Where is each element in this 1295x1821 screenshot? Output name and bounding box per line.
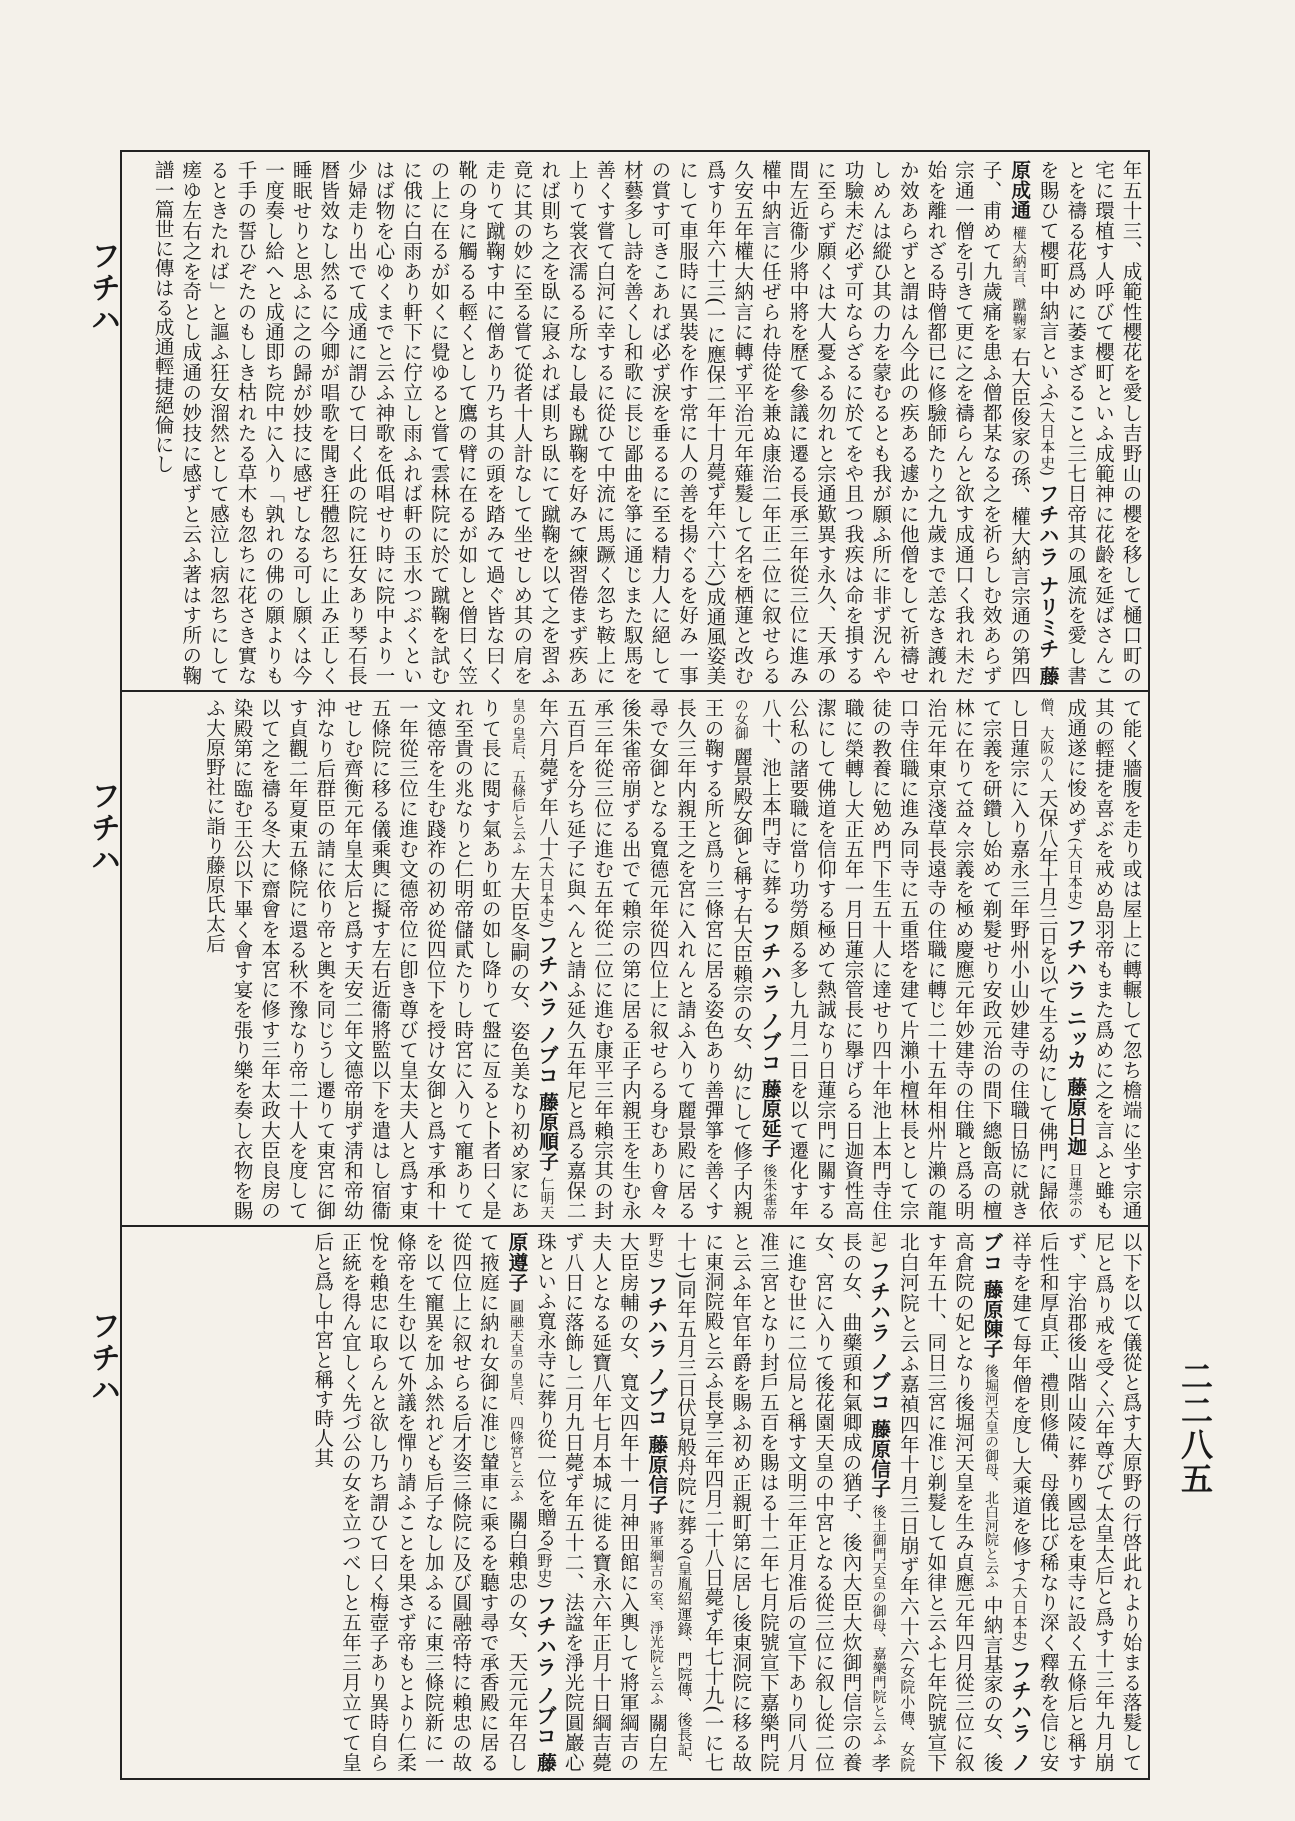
page-number: 二二八五 <box>1176 1360 1214 1496</box>
entry-source: (大日本史) <box>1038 401 1057 476</box>
tier-divider-lower <box>120 1225 1150 1227</box>
entry-name: 藤原信子 <box>867 1418 891 1498</box>
entry-heading: フチハラ ノブコ <box>979 1232 1032 1772</box>
running-head-upper: フチハ <box>85 240 120 336</box>
entry-note: 權大納言、蹴鞠家 <box>1010 226 1027 341</box>
entry-text: 關白左大臣房輔の女、寬文四年十一月神田館に入輿して將軍綱吉の夫人となる延寶八年七月本城に徙る寶永六年正月十日綱吉薨ず八日に落飾し二月九日薨ず年五十二、法諡を淨光院圓巖心珠といふ寬永寺に葬り從一位を贈る <box>533 1232 668 1772</box>
entry-source: (野史) <box>535 1546 554 1589</box>
tier-lower <box>126 1232 1144 1772</box>
entry-name: 藤原順子 <box>535 1092 559 1172</box>
entry-fujiwara-nikka <box>758 698 1087 1220</box>
running-head-lower: フチハ <box>85 1310 120 1406</box>
entry-text: 關白賴忠の女、天元元年召して掖庭に納れ女御に准じ輦車に乘るを聽す尋で承香殿に居る從四位上に叙せらる后才姿三條院に及び圓融帝特に賴忠の故を以て寵異を加ふ然れども后子なし加ふるに東三條院新に一條帝を生む以て外議を憚り請ふことを果さず帝もとより仁柔悅を賴忠に取らんと欲し乃ち謂ひて曰く梅壺子あり異時自ら正統を得ん宜しく先づ公の女を立つべしと五年三月立てて皇后と爲し中宮と稱す時人其 <box>310 1232 528 1772</box>
entry-fujiwara-nobuko-junshi-enyu <box>311 1232 557 1772</box>
running-head-middle: フチハ <box>85 780 120 876</box>
entry-note: 日蓮宗の僧、大阪の人 <box>1038 698 1083 1220</box>
entry-fujiwara-nobuko-karakumonin <box>645 1232 891 1772</box>
entry-heading: フチハラ ノブコ <box>534 934 559 1087</box>
entry-text: 麗景殿女御と稱す右大臣賴宗の女、幼にして修子内親王の鞠する所と爲り三條宮に居る姿色あり善彈箏を善くす長久三年内親王之を宮に入れんと請ふ入りて麗景殿に居る尋で女御となる寬德元年從四位上に叙せらる身むあり會々後朱雀帝崩ずる出でて賴宗の第に居る正子内親王を生む永承三年從三位に進む五年從二位に進む康平三年賴宗其の封五百戶を分ち延子に與へんと請ふ延久五年尼と爲る嘉保二年六月薨ず年八十 <box>535 698 753 1220</box>
entry-note: 將軍綱吉の室、淨光院と云ふ <box>647 1520 664 1707</box>
entry-heading: フチハラ ノブコ <box>866 1259 891 1412</box>
entry-fujiwara-narimichi <box>151 160 1059 685</box>
entry-note: 仁明天皇の皇后、五條后と云ふ <box>509 698 555 1220</box>
entry-text: 左大臣冬嗣の女、姿色美なり初め家にありて長に閱す氣あり虹の如し降りて盤に亙ると卜者曰く是れ至貴の兆なりと仁明帝儲貳たりし時宮に入りて寵ありて文德帝を生む踐祚の初め從四位下を授け女御と爲す承和十一年從三位に進む文德帝位に卽き尊びて皇太夫人と爲す東五條院に移る儀乘輿に擬す左右近衞將監以下を遣はし宿衞せしむ齊衡元年皇太后と爲す天安二年文德帝崩ず淸和帝幼沖なり后群臣の請に依り帝と輿を同じうし遷りて東宮に御す貞觀二年夏東五條院に還る秋不豫なり帝二十人を度して以て之を禱る冬大に齋會を本宮に修す三年太政大臣良房の染殿第に臨む王公以下畢く會す宴を張り樂を奏し衣物を賜ふ大原野社に詣り藤原氏太后 <box>202 698 530 1220</box>
tier-middle <box>126 698 1144 1220</box>
entry-note: 後朱雀帝の女御 <box>732 698 778 1220</box>
entry-name: 藤原延子 <box>758 1078 782 1158</box>
entry-name: 藤原信子 <box>644 1434 668 1514</box>
entry-text: 右大臣俊家の孫、權大納言宗通の第四子、甫めて九歲痛を患ふ僧都某なる之を祈らしむ效あらず宗通一僧を引きて更に之を禱らんと欲す成通口く我れ未だ始を離れざる時僧都已に修驗師たり之九歲まで恙なき護れか效あらずと謂はん今此の疾ある遽かに他僧をして祈禱せしめんは縱ひ其の力を蒙むるとも我が願ふ所に非ず況んや功驗未だ必ず可ならざるに於てをや且つ我疾は命を損するに至らず願くは大人憂ふる勿れと宗通歎異す永久、天承の間左近衞少將中將を歷て參議に遷る長承三年從三位に進み權中納言に任ぜられ侍從を兼ぬ康治二年正二位に叙せらる久安五年權大納言に轉ず平治元年薙髮して名を栖蓮と改む爲すり年六十三(一に應保二年十月薨ず年六十六)成通風姿美にして車服時に異裝を作す常に人の善を揚ぐるを好み一事の賞す可きこあれば必ず淚を垂るるに至る精力人に絕して材藝多し詩を善くし和歌に長じ鄙曲を箏に通じまた馭馬を善くす嘗て白河に幸するに從ひて中流に馬蹶く忽ち鞍上に上りて裳衣濡るる所なし最も蹴鞠を好みて練習倦まず疾あれば則ち之を臥に寢ふれば則ち臥にて蹴鞠を以て之を習ふ竟に其の妙に至る嘗て從者十人計なして坐せしめ其の肩を走りて蹴鞠す中に僧あり乃ち其の頭を踏みて過ぐ皆な曰く靴の身に觸るる輕くとして鷹の臂に在るが如しと僧曰く笠の上に在るが如くに覺ゆると嘗て雲林院に於て蹴鞠を試むに俄に白雨あり軒下に佇立し雨ふれば軒の玉水つぶくといはば物を心ゆくまでと云ふ神歌を低唱せり時に院中より一少婦走り出でて成通に謂ひて曰く此の院に狂女あり琴石長暦皆效なし然るに今卿が唱歌を聞き狂體忽ちに止み正しく睡眠せりと思ふに之の歸が妙技に感ぜしなる可し願くは今一度奏し給へと成通即ち院中に入り「孰れの佛の願よりも千手の誓ひぞたのもしき枯れたる草木も忽ちに花さき實なるときたれば」と謳ふ狂女溜然として感泣し病忽ちにして瘥ゆ左右之を奇とし成通の妙技に感ずと云ふ著はす所の鞠譜一篇世に傳はる成通輕捷絕倫にし <box>151 160 1031 685</box>
entry-text: 中納言基家の女、後高倉院の妃となり後堀河天皇を生み貞應元年四月從三位に叙す年五十、同日三宮に准じ剃髮して如律と云ふ七年院號宣下北白河院と云ふ嘉禎四年十月三日崩ず年六十六 <box>896 1232 1004 1772</box>
entry-source: (大日本史) <box>537 855 556 929</box>
entry-fujiwara-nobuko-junshi <box>202 698 558 1220</box>
entry-name: 藤原陳子 <box>980 1279 1004 1358</box>
entry-name: 藤原遵子 <box>504 1232 557 1772</box>
entry-name: 藤原成通 <box>1007 160 1060 685</box>
entry-fujiwara-nobuko-chinshi <box>868 1232 1032 1772</box>
tier-upper <box>126 160 1144 685</box>
entry-text: 以下を以て儀從と爲す大原野の行啓此れより始まる落髮して尼と爲り戒を受く六年尊びて太皇太后と爲す十三年九月崩ず、宇治郡後山階山陵に葬り國忌を東寺に設く五條后と稱す后性和厚貞正、禮則修備、母儀比び稀なり深く釋敎を信じ安祥寺を建て每年僧を度し大乘道を修す <box>1008 1232 1142 1772</box>
entry-heading: フチハラ ノブコ <box>643 1274 668 1428</box>
entry-text: 天保八年十月三日を以て生る幼にして佛門に歸依し日蓮宗に入り嘉永三年野州小山妙建寺の住職日協に就きて宗義を研鑽し始めて剃髮せり安政元治の間下總飯高の檀林に在りて益々宗義を極め慶應元年妙建寺の住職と爲る明治元年東京淺草長遠寺の住職に轉じ二十五年相州片瀨の龍口寺住職に進み同寺に五重塔を建て片瀨小檀林長として宗徒の教養に勉め門下生五十人に達せり四十年池上本門寺住職に榮轉し大正五年一月日蓮宗管長に擧げらる日迦資性高潔にして佛道を信仰する極めて熱誠なり日蓮宗門に關する公私の諸要職に當り功勞頗る多し九月二日を以て遷化す年八十、池上本門寺に葬る <box>758 698 1059 1220</box>
entry-text: 孝長の女、曲藥頭和氣卿成の猶子、後內大臣大炊御門信宗の養女、宮に入りて後花園天皇の中宮となる從三位に叙し從二位に進む世に二位局と稱す文明三年正月准后の宣下あり同八月准三宮となり封戶五百を賜はる十二年七月院號宣下嘉樂門院と云ふ年官年爵を賜ふ初め正親町第に居し後東洞院に移る故に東洞院殿と云ふ長享三年四月二十八日薨ず年七十九(一に七十七)同年五月三日伏見般舟院に葬る <box>673 1232 891 1772</box>
tier-divider-upper <box>120 690 1150 692</box>
entry-source: (女院小傳、女院記) <box>869 1232 917 1772</box>
entry-heading: フチハラ ノブコ <box>532 1594 557 1747</box>
entry-heading: フチハラ ナリミチ <box>1035 482 1060 659</box>
entry-source: (皇胤紹運錄、門院傳、後長記、野史) <box>646 1232 694 1772</box>
entry-heading: フチハラ ノブコ <box>757 920 782 1073</box>
entry-name: 藤原日迦 <box>1063 1076 1087 1157</box>
entry-fujiwara-nobuko-enshi <box>536 698 782 1220</box>
entry-note: 後堀河天皇の御母、北白河院と云ふ <box>983 1364 1000 1589</box>
entry-note: 後土御門天皇の御母、嘉樂門院と云ふ <box>870 1504 887 1746</box>
entry-source: (大日本史) <box>1065 837 1084 911</box>
entry-source: (大日本史) <box>1010 1576 1029 1652</box>
entry-heading: フチハラ ニッカ <box>1062 917 1087 1071</box>
entry-text: 年五十三、成範性櫻花を愛し吉野山の櫻を移して樋口町の宅に環植す人呼びて櫻町といふ成範神に花齡を延ばさんことを禱る花爲めに萎まざること三七日帝其の風流を愛し書を賜ひて櫻町中納言といふ <box>1036 160 1142 685</box>
entry-note: 圓融天皇の皇后、四條宮と云ふ <box>507 1299 524 1504</box>
entry-text: て能く牆腹を走り或は屋上に轉輾して忽ち檐端に坐す宗通其の輕捷を喜ぶを戒め島羽帝もまた爲めに之を言ふと雖も成通遂に悛めず <box>1063 698 1142 1220</box>
